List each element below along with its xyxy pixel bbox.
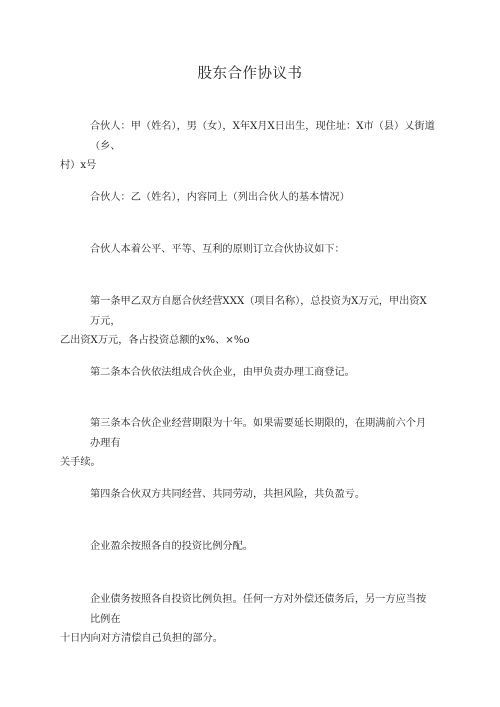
paragraph-line: 合伙人：乙（姓名），内容同上（列出合伙人的基本情况）: [90, 192, 350, 203]
paragraph-debt: [60, 590, 435, 649]
paragraph-line: 乙出资X万元，各占投资总额的x%、×%o: [60, 335, 250, 346]
paragraph-line: 企业盈余按照各自的投资比例分配。: [90, 541, 253, 552]
paragraph-line: 第三条本合伙企业经营期限为十年。如果需要延长期限的，在期满前六个月办理有: [90, 418, 427, 449]
paragraph-intro: [60, 240, 435, 260]
paragraph-line: 第四条合伙双方共同经营、共同劳动，共担风险，共负盈亏。: [90, 489, 366, 500]
document-title: 股东合作协议书: [197, 66, 303, 82]
paragraph-article-4: [60, 485, 435, 505]
paragraph-line: 第一条甲乙双方自愿合伙经营XXX（项目名称），总投资为X万元，甲出资X万元，: [90, 296, 427, 327]
paragraph-line: 企业债务按照各自投资比例负担。任何一方对外偿还债务后，另一方应当按比例在: [90, 594, 427, 625]
paragraph-article-2: [60, 363, 435, 383]
paragraph-profit: [60, 537, 435, 557]
paragraph-article-3: [60, 414, 435, 473]
paragraph-partner-a: [60, 117, 435, 176]
paragraph-line: 第二条本合伙依法组成合伙企业，由甲负责办理工商登记。: [90, 367, 355, 378]
paragraph-line: 合伙人：甲（姓名），男（女），X年X月X日出生，现住址：X市（县）乂街道（乡、: [90, 121, 435, 152]
paragraph-line: 十日内向对方清偿自己负担的部分。: [60, 633, 223, 644]
paragraph-article-1: [60, 292, 435, 351]
paragraph-line: 村）x号: [60, 160, 97, 171]
paragraph-line: 关手续。: [60, 457, 101, 468]
paragraph-line: 合伙人本着公平、平等、互利的原则订立合伙协议如下：: [90, 244, 345, 255]
paragraph-partner-b: [60, 188, 435, 208]
